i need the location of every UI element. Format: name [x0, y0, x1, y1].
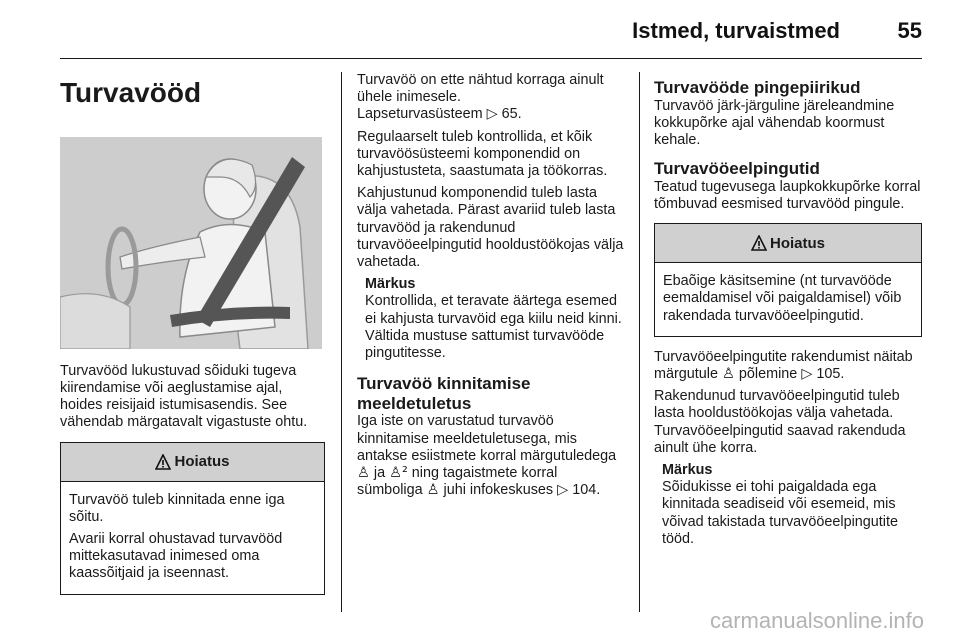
warning-triangle-icon: [751, 235, 767, 251]
section-title: Turvavööd: [60, 77, 202, 108]
watermark: carmanualsonline.info: [709, 608, 924, 633]
reminder-text-a: Iga iste on varustatud turvavöö kinnitamise meeldetuletusega, mis antakse esiistmete korral märgutuledega: [357, 413, 617, 464]
paragraph-child-restraint: [357, 106, 625, 123]
paragraph-replace-components: Kahjustunud komponendid tuleb lasta välja vahetada. Pärast avariid tuleb lasta turvavööd ja rakendunud turvavööeelpingutid hooldustöökojas välja vahetada.: [357, 185, 624, 271]
warning-body: [61, 482, 324, 594]
pretensioner-light-text-a: Turvavööeelpingutite rakendumist näitab märgutule: [654, 348, 913, 382]
warning-header: [61, 443, 324, 482]
reminder-page-ref[interactable]: 104.: [572, 482, 601, 499]
note-label: Märkus: [365, 276, 416, 293]
subhead-belt-reminder: Turvavöö kinnitamise meeldetuletus: [357, 374, 531, 413]
warning-box: [60, 442, 325, 595]
seatbelt-illustration: [60, 137, 322, 349]
note-text: Sõidukisse ei tohi paigaldada ega kinnitada seadiseid või esemeid, mis võivad takistada turvavööeelpingutite tööd.: [662, 479, 898, 547]
paragraph-pretensioner-light: [654, 349, 922, 383]
warning-text-2: Avarii korral ohustavad turvavööd mittekasutavad inimesed oma kaassõitjaid ja iseennast.: [69, 531, 283, 582]
warning-header: [655, 224, 921, 263]
paragraph-one-person: Turvavöö on ette nähtud korraga ainult ühele inimesele.: [357, 72, 604, 106]
paragraph-replace-pretensioners: Rakendunud turvavööeelpingutid tuleb lasta hooldustöökojas välja vahetada. Turvavööeelpingutid saavad rakenduda ainult ühe korra.: [654, 388, 906, 456]
column-divider-2: [639, 72, 640, 612]
paragraph-belt-reminder: [357, 413, 625, 499]
intro-paragraph: Turvavööd lukustuvad sõiduki tugeva kiirendamise või aeglustamise ajal, hoides reisijaid istumisasendis. See vähendab märgatavalt vigastuste ohtu.: [60, 362, 308, 431]
column-2: [357, 72, 625, 504]
child-restraint-text: Lapseturvasüsteem: [357, 106, 483, 123]
warning-text-1: Ebaõige käsitsemine (nt turvavööde eemaldamisel või paigaldamisel) võib rakendada turvavööeelpingutid.: [663, 273, 902, 324]
reminder-text-ning: ning tagaistmete korral sümboliga: [357, 464, 558, 499]
pretensioner-light-page-ref[interactable]: 105.: [816, 365, 845, 382]
seatbelt-driver-icon: ♙: [357, 464, 370, 481]
note-text: Kontrollida, et teravate äärtega esemed ei kahjusta turvavöid ega kiilu neid kinni. Vältida mustuse sattumist turvavööde pingutitesse.: [365, 293, 622, 362]
warning-text-1: Turvavöö tuleb kinnitada enne iga sõitu.: [69, 491, 285, 525]
pretensioner-light-text-b: põlemine: [738, 365, 798, 382]
note-block: [365, 276, 625, 362]
subhead-load-limiters: Turvavööde pingepiirikud: [654, 78, 861, 97]
page-ref-arrow-icon: ▷: [557, 482, 569, 499]
seatbelt-passenger-icon: ♙²: [389, 464, 408, 481]
seatbelt-rear-icon: ♙: [426, 482, 440, 499]
column-1: [60, 72, 325, 603]
warning-triangle-icon: [155, 454, 171, 470]
paragraph-load-limiters: Turvavöö järk-järguline järeleandmine kokkupõrke ajal vähendab koormust kehale.: [654, 97, 895, 148]
reminder-text-juhi: juhi infokeskuses: [443, 482, 554, 499]
page-number: 55: [897, 18, 922, 43]
note-label: Märkus: [662, 461, 713, 478]
running-header-title: Istmed, turvaistmed: [632, 18, 840, 43]
warning-box-pretensioners: [654, 223, 922, 337]
airbag-warning-light-icon: ♙: [722, 365, 735, 382]
child-restraint-page-ref[interactable]: 65.: [501, 106, 522, 123]
paragraph-pretensioners: Teatud tugevusega laupkokkupõrke korral tõmbuvad eesmised turvavööd pingule.: [654, 178, 921, 212]
warning-label: Hoiatus: [174, 453, 230, 471]
column-divider-1: [341, 72, 342, 612]
warning-body: [655, 263, 921, 336]
page-ref-arrow-icon: ▷: [801, 365, 813, 382]
header-divider: [60, 58, 922, 59]
subhead-pretensioners: Turvavööeelpingutid: [654, 159, 820, 179]
warning-label: Hoiatus: [769, 234, 825, 252]
paragraph-check-components: Regulaarselt tuleb kontrollida, et kõik turvavöösüsteemi komponendid on kahjustusteta, saastumata ja töökorras.: [357, 128, 608, 180]
note-block: [662, 462, 922, 548]
page-ref-arrow-icon: ▷: [486, 106, 498, 123]
reminder-text-ja: ja: [373, 464, 386, 481]
column-3: [654, 72, 922, 553]
